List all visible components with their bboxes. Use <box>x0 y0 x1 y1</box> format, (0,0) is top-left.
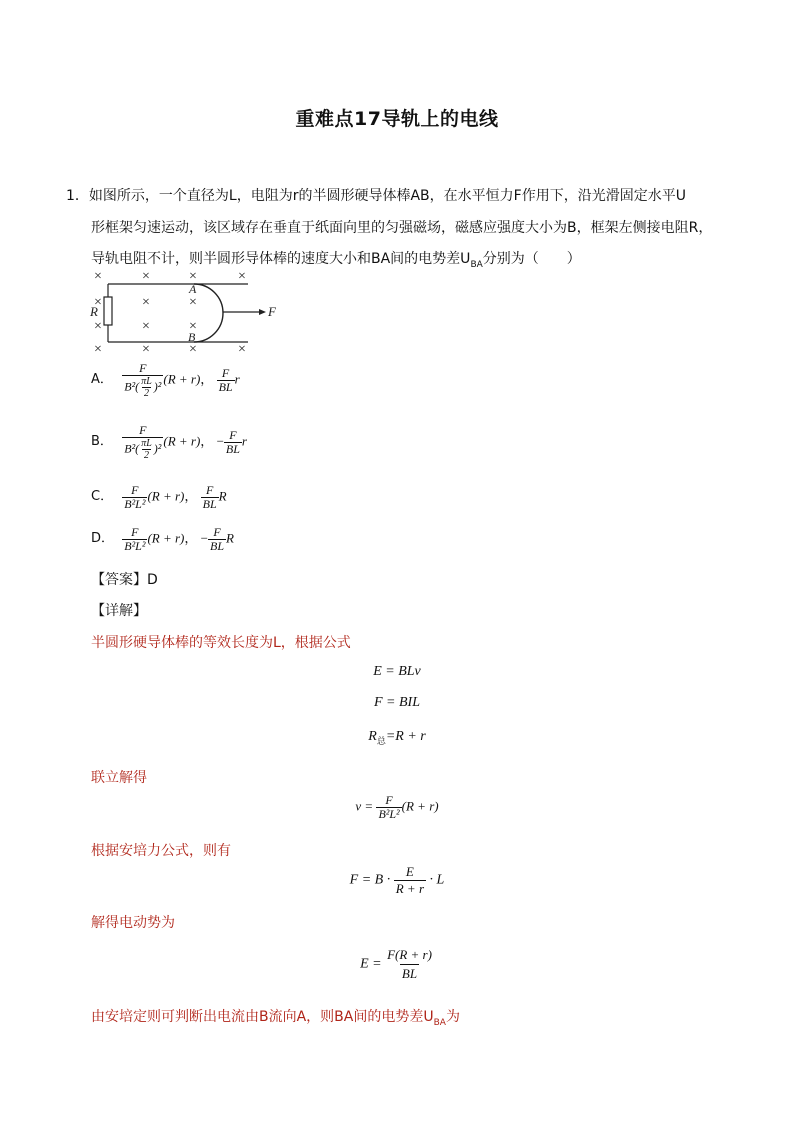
field-cross: × <box>142 295 150 310</box>
solution-text-3: 根据安培力公式，则有 <box>91 843 231 859</box>
question-number: 1． <box>66 188 89 204</box>
circuit-figure <box>86 264 286 360</box>
option-separator: ， <box>184 530 198 546</box>
eq4-left: v = <box>355 798 374 814</box>
frac-denominator <box>122 437 163 461</box>
option-var: R <box>218 488 227 504</box>
frac-numerator: F <box>131 483 139 497</box>
solution-text-2: 联立解得 <box>91 770 147 786</box>
option-label: D． <box>91 531 115 547</box>
page-title: 重难点17导轨上的电线 <box>295 108 499 130</box>
eq6-fraction <box>385 946 434 983</box>
field-cross: × <box>189 342 197 357</box>
label-R: R <box>90 304 98 319</box>
eq4-fraction <box>376 794 401 821</box>
option-fraction-1 <box>122 362 163 399</box>
frac-den-pre: B²( <box>124 379 140 394</box>
frac-numerator: F <box>385 793 393 807</box>
question-line-1 <box>66 186 686 206</box>
field-cross: × <box>189 319 197 334</box>
solution-sub-ba: BA <box>433 1017 446 1028</box>
frac-denominator: BL <box>210 539 225 553</box>
label-F: F <box>268 304 276 319</box>
option-fraction-1 <box>122 424 163 461</box>
equation-3 <box>0 729 794 747</box>
frac-denominator: B²L² <box>124 497 146 511</box>
inner-numerator: πL <box>141 376 152 387</box>
option-A[interactable] <box>91 362 240 399</box>
frac-numerator: F <box>221 366 230 380</box>
option-var: r <box>241 433 247 449</box>
option-fraction-2 <box>201 484 219 511</box>
inner-numerator: πL <box>141 438 152 449</box>
question-sub-ba: BA <box>470 259 483 270</box>
solution-text-4: 解得电动势为 <box>91 915 175 931</box>
inner-denominator: 2 <box>143 450 149 461</box>
frac-denominator: BL <box>401 966 418 981</box>
eq5-left: F = B · <box>349 872 391 888</box>
eq4-right: (R + r) <box>401 798 439 814</box>
field-cross: × <box>189 295 197 310</box>
frac-numerator: F <box>139 361 147 375</box>
frac-denominator <box>122 375 163 399</box>
field-cross: × <box>142 342 150 357</box>
eq6-left: E = <box>360 956 382 972</box>
equation-2: F = BIL <box>374 695 420 710</box>
option-fraction-2 <box>208 526 226 553</box>
solution-text-5-end: 为 <box>445 1009 460 1025</box>
option-label: B． <box>91 434 113 450</box>
solution-text-5-main: 由安培定则可判断出电流由B流向A，则BA间的电势差U <box>91 1009 434 1025</box>
option-separator: ， <box>184 488 198 504</box>
frac-numerator: F(R + r) <box>387 947 432 962</box>
frac-numerator: F <box>205 483 214 497</box>
label-A: A <box>189 282 197 296</box>
inner-denominator: 2 <box>143 388 149 399</box>
option-separator: ， <box>200 433 214 449</box>
option-label: C． <box>91 489 114 505</box>
semicircle-rod <box>194 284 223 342</box>
option-term: (R + r) <box>147 530 185 546</box>
eq3-right: =R + r <box>385 729 426 744</box>
frac-den-post: )² <box>153 379 162 394</box>
frac-numerator: F <box>139 423 147 437</box>
frac-denominator: BL <box>202 497 217 511</box>
option-B[interactable] <box>91 424 247 461</box>
field-cross: × <box>94 342 102 357</box>
answer-line <box>91 569 158 589</box>
option-sign: − <box>200 530 208 546</box>
option-D[interactable] <box>91 526 234 553</box>
solution-text-5 <box>91 1006 460 1028</box>
field-cross: × <box>238 269 246 284</box>
force-arrowhead <box>259 309 266 315</box>
frac-numerator: F <box>229 428 237 442</box>
option-fraction-2 <box>224 429 242 456</box>
option-sign: − <box>216 433 224 449</box>
eq5-right: · L <box>429 872 445 888</box>
frac-numerator: E <box>405 864 414 879</box>
field-cross: × <box>94 295 102 310</box>
detail-heading: 【详解】 <box>91 603 147 619</box>
eq3-left: R <box>368 729 377 744</box>
equation-5 <box>0 864 794 897</box>
frac-numerator: F <box>131 525 139 539</box>
field-cross: × <box>94 269 102 284</box>
option-term: (R + r) <box>163 433 201 449</box>
option-term: (R + r) <box>147 488 185 504</box>
field-cross: × <box>94 319 102 334</box>
option-var: r <box>234 371 240 387</box>
eq5-fraction <box>394 864 426 897</box>
field-cross: × <box>238 342 246 357</box>
frac-den-pre: B²( <box>124 441 140 456</box>
option-C[interactable] <box>91 484 227 511</box>
frac-den-post: )² <box>153 441 162 456</box>
equation-1: E = BLv <box>373 664 421 679</box>
frac-denominator: R + r <box>395 881 425 896</box>
option-fraction-2 <box>217 367 235 394</box>
answer-label: 【答案】 <box>91 572 147 588</box>
field-cross: × <box>142 319 150 334</box>
equation-4 <box>0 794 794 821</box>
option-term: (R + r) <box>163 371 201 387</box>
option-fraction-1 <box>122 526 147 553</box>
frac-denominator: BL <box>225 442 240 456</box>
field-cross: × <box>189 269 197 284</box>
question-line-2: 形框架匀速运动，该区域存在垂直于纸面向里的匀强磁场，磁感应强度大小为B，框架左侧接电阻R， <box>91 220 713 236</box>
solution-text-1: 半圆形硬导体棒的等效长度为L，根据公式 <box>91 635 351 651</box>
question-text-3-end: 分别为（ ） <box>482 251 581 267</box>
answer-value: D <box>147 572 158 588</box>
option-separator: ， <box>200 371 214 387</box>
resistor-R <box>104 297 112 325</box>
label-B: B <box>188 330 196 344</box>
equation-6 <box>0 946 794 983</box>
option-label: A． <box>91 372 113 388</box>
question-text-3: 导轨电阻不计，则半圆形导体棒的速度大小和BA间的电势差U <box>91 251 471 267</box>
frac-numerator: F <box>213 525 221 539</box>
field-cross: × <box>142 269 150 284</box>
eq3-sub: 总 <box>376 735 386 746</box>
option-fraction-1 <box>122 484 147 511</box>
option-var: R <box>226 530 234 546</box>
frac-denominator: B²L² <box>124 539 146 553</box>
frac-denominator: B²L² <box>378 807 400 821</box>
question-text-1: 如图所示，一个直径为L，电阻为r的半圆形硬导体棒AB，在水平恒力F作用下，沿光滑固定水平U <box>88 188 686 204</box>
frac-denominator: BL <box>218 380 233 394</box>
